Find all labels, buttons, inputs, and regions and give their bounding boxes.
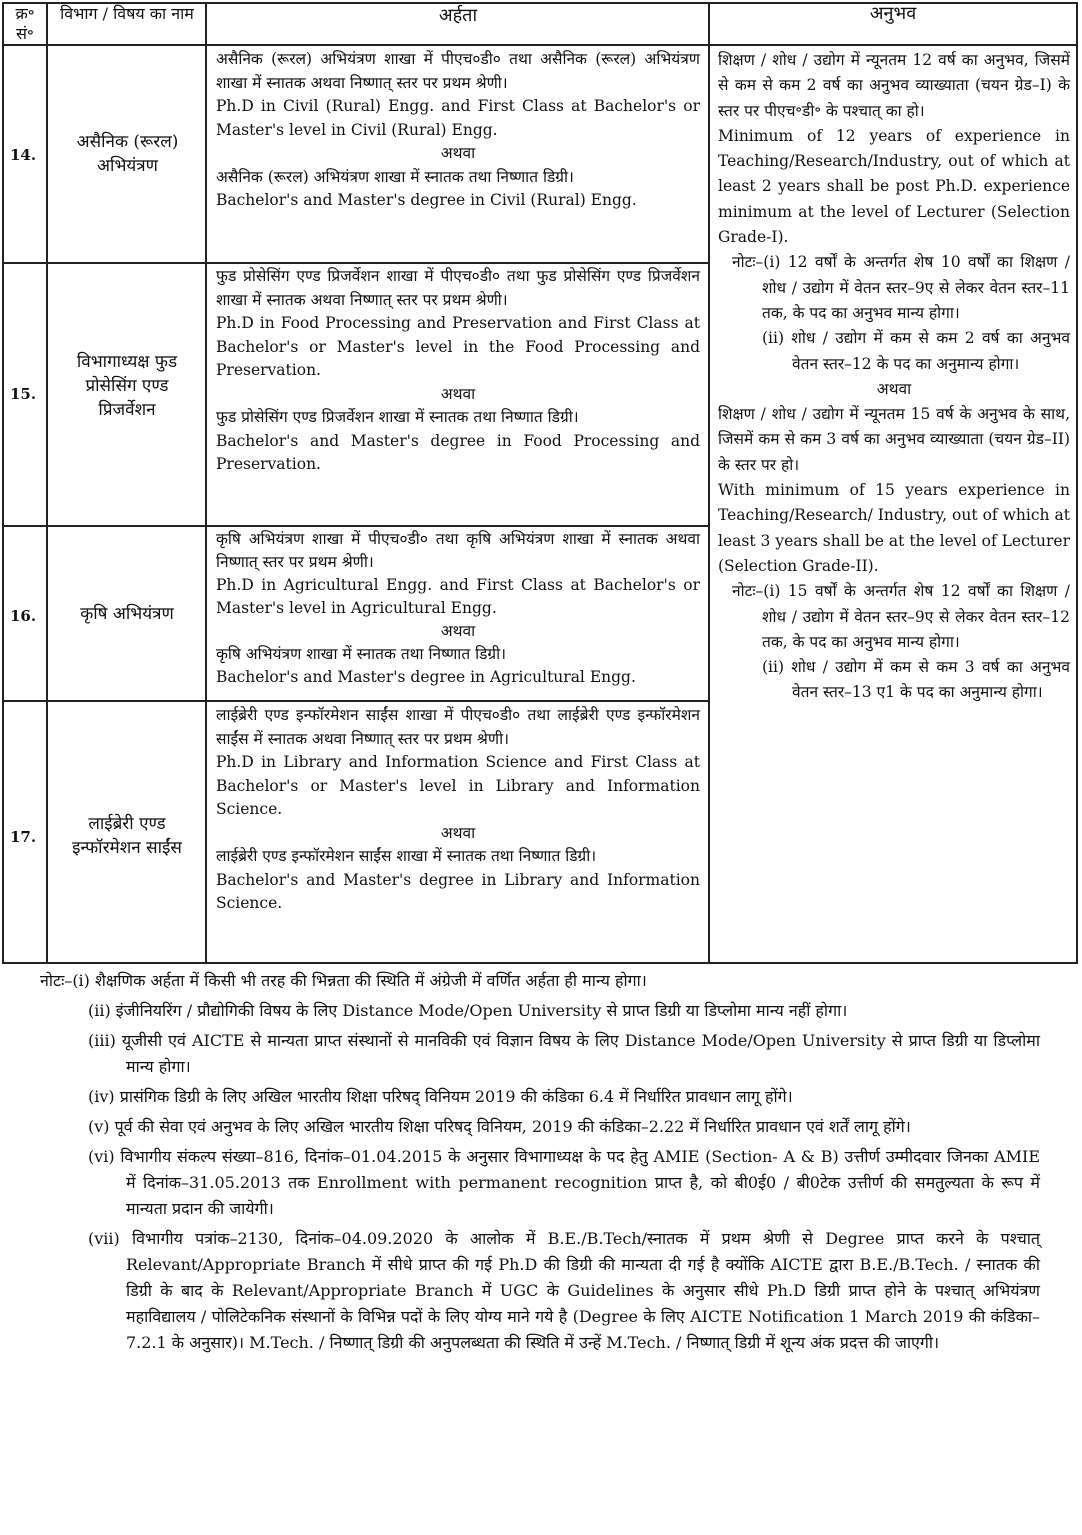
exp-note: नोटः–(i) 15 वर्षों के अन्तर्गत शेष 12 वर्षों का शिक्षण / शोध / उद्योग में वेतन स्तर–9ए से लेकर वेतन स्तर–12 तक, के पद का अनुभव मान्य होगा। (732, 582, 1070, 651)
table-border-left (2, 2, 4, 964)
experience-cell (718, 48, 1070, 706)
exp-hindi: शिक्षण / शोध / उद्योग में न्यूनतम 15 वर्ष के अनुभव के साथ, जिसमें कम से कम 3 वर्ष का अनुभव व्याख्याता (चयन ग्रेड–II) के स्तर पर हो। (718, 405, 1070, 474)
header-sno: क्र॰ सं॰ (15, 4, 35, 43)
qual-hindi: फुड प्रोसेसिंग एण्ड प्रिजर्वेशन शाखा में स्नातक तथा निष्णात डिग्री। (216, 408, 579, 426)
qual-hindi: कृषि अभियंत्रण शाखा में स्नातक तथा निष्णात डिग्री। (216, 645, 507, 663)
qualification-cell (216, 265, 700, 477)
row-number: 14. (10, 146, 37, 164)
col-divider (205, 2, 207, 964)
qualification-cell (216, 704, 700, 916)
row-divider (2, 525, 710, 527)
qual-english: Ph.D in Agricultural Engg. and First Class at Bachelor's or Master's level in Agricultural Engg. (216, 576, 700, 617)
note-item: नोटः–(i) शैक्षणिक अर्हता में किसी भी तरह की भिन्नता की स्थिति में अंग्रेजी में वर्णित अर्हता ही मान्य होगा। (40, 971, 647, 990)
row-divider (2, 700, 710, 702)
note-item: (iv) प्रासंगिक डिग्री के लिए अखिल भारतीय शिक्षा परिषद् विनियम 2019 की कंडिका 6.4 में निर्धारित प्रावधान लागू होंगे। (88, 1087, 793, 1106)
qual-english: Bachelor's and Master's degree in Agricultural Engg. (216, 668, 636, 686)
qual-english: Bachelor's and Master's degree in Library and Information Science. (216, 870, 700, 912)
dept-name: विभागाध्यक्ष फुड प्रोसेसिंग एण्ड प्रिजर्वेशन (76, 352, 178, 420)
exp-note: (ii) शोध / उद्योग में कम से कम 3 वर्ष का अनुभव वेतन स्तर–13 ए1 के पद का अनुमान्य होगा। (762, 658, 1070, 702)
exp-hindi: शिक्षण / शोध / उद्योग में न्यूनतम 12 वर्ष का अनुभव, जिसमें से कम से कम 2 वर्ष का अनुभव व्याख्याता (चयन ग्रेड–I) के स्तर पर पीएच॰डी॰ के पश्चात् का हो। (718, 51, 1070, 120)
or-label: अथवा (440, 622, 476, 640)
qual-english: Ph.D in Food Processing and Preservation and First Class at Bachelor's or Master's level in the Food Processing and Preservation. (216, 314, 700, 379)
note-item: (vii) विभागीय पत्रांक–2130, दिनांक–04.09.2020 के आलोक में B.E./B.Tech/स्नातक में प्रथम श्रेणी से Degree प्राप्त करने के पश्चात् Relevant/Appropriate Branch में सीधे प्राप्त की गई Ph.D की डिग्री की मान्यता दी गई है क्योंकि AICTE द्वारा B.E./B.Tech. / स्नातक की डिग्री के बाद के Relevant/Appropriate Branch में UGC के Guidelines के अनुसार सीधे Ph.D डिग्री प्राप्त होने के पश्चात् अभियंत्रण महाविद्यालय / पोलिटेकनिक संस्थानों के विभिन्न पदों के लिए योग्य माने गये है (Degree के लिए AICTE Notification 1 March 2019 की कंडिका–7.2.1 के अनुसार)। M.Tech. / निष्णात् डिग्री की अनुपलब्धता की स्थिति में उन्हें M.Tech. / निष्णात् डिग्री में शून्य अंक प्रदत्त की जाएगी। (88, 1229, 1040, 1352)
header-dept: विभाग / विषय का नाम (60, 4, 194, 23)
table-border-bottom (2, 962, 1078, 964)
or-label: अथवा (440, 384, 476, 403)
or-label: अथवा (440, 823, 476, 842)
qual-hindi: फुड प्रोसेसिंग एण्ड प्रिजर्वेशन शाखा में पीएच०डी० तथा फुड प्रोसेसिंग एण्ड प्रिजर्वेशन शाखा में स्नातक अथवा निष्णात् स्तर पर प्रथम श्रेणी। (216, 267, 700, 309)
or-label: अथवा (876, 379, 912, 398)
qualification-cell (216, 528, 700, 689)
table-border-right (1076, 2, 1078, 964)
note-item: (v) पूर्व की सेवा एवं अनुभव के लिए अखिल भारतीय शिक्षा परिषद् विनियम, 2019 की कंडिका–2.22 में निर्धारित प्रावधान एवं शर्तें लागू होंगे। (88, 1117, 911, 1136)
header-qual: अर्हता (438, 5, 478, 26)
dept-name: असैनिक (रूरल) अभियंत्रण (76, 132, 179, 176)
exp-note: (ii) शोध / उद्योग में कम से कम 2 वर्ष का अनुभव वेतन स्तर–12 के पद का अनुमान्य होगा। (762, 329, 1070, 373)
dept-name: लाईब्रेरी एण्ड इन्फॉरमेशन साईंस (72, 814, 182, 858)
qual-english: Ph.D in Civil (Rural) Engg. and First Class at Bachelor's or Master's level in Civil (Rural) Engg. (216, 97, 700, 139)
qual-hindi: लाईब्रेरी एण्ड इन्फॉरमेशन साईंस शाखा में स्नातक तथा निष्णात डिग्री। (216, 847, 597, 865)
row-divider (2, 262, 710, 264)
row-number: 17. (10, 828, 37, 846)
header-exp: अनुभव (869, 3, 917, 24)
qual-hindi: असैनिक (रूरल) अभियंत्रण शाखा में पीएच०डी० तथा असैनिक (रूरल) अभियंत्रण शाखा में स्नातक अथवा निष्णात् स्तर पर प्रथम श्रेणी। (216, 50, 700, 92)
col-divider (46, 2, 48, 964)
qual-english: Bachelor's and Master's degree in Food Processing and Preservation. (216, 431, 700, 473)
exp-english: Minimum of 12 years of experience in Teaching/Research/Industry, out of which at least 2 years shall be post Ph.D. experience minimum at the level of Lecturer (Selection Grade-I). (718, 126, 1070, 247)
qual-hindi: कृषि अभियंत्रण शाखा में पीएच०डी० तथा कृषि अभियंत्रण शाखा में स्नातक अथवा निष्णात् स्तर पर प्रथम श्रेणी। (216, 530, 700, 571)
table-header-divider (2, 44, 1078, 46)
row-number: 16. (10, 607, 37, 625)
qual-english: Bachelor's and Master's degree in Civil (Rural) Engg. (216, 191, 637, 209)
col-divider (708, 2, 710, 964)
notes-section (40, 968, 1040, 1360)
qualification-cell (216, 48, 700, 213)
note-item: (ii) इंजीनियरिंग / प्रौद्योगिकी विषय के लिए Distance Mode/Open University से प्राप्त डिग्री या डिप्लोमा मान्य नहीं होगा। (88, 1001, 848, 1020)
qual-english: Ph.D in Library and Information Science and First Class at Bachelor's or Master's level in Library and Information Science. (216, 753, 700, 818)
exp-note: नोटः–(i) 12 वर्षों के अन्तर्गत शेष 10 वर्षों का शिक्षण / शोध / उद्योग में वेतन स्तर–9ए से लेकर वेतन स्तर–11 तक, के पद का अनुभव मान्य होगा। (732, 253, 1070, 322)
qual-hindi: लाईब्रेरी एण्ड इन्फॉरमेशन साईंस शाखा में पीएच०डी० तथा लाईब्रेरी एण्ड इन्फॉरमेशन साईंस में स्नातक अथवा निष्णात् स्तर पर प्रथम श्रेणी। (216, 706, 700, 748)
note-item: (vi) विभागीय संकल्प संख्या–816, दिनांक–01.04.2015 के अनुसार विभागाध्यक्ष के पद हेतु AMIE (Section- A & B) उत्तीर्ण उम्मीदवार जिनका AMIE में दिनांक–31.05.2013 तक Enrollment with permanent recognition प्राप्त है, को बी0ई0 / बी0टेक उत्तीर्ण की समतुल्यता के रूप में मान्यता प्रदान की जायेगी। (88, 1147, 1040, 1218)
note-item: (iii) यूजीसी एवं AICTE से मान्यता प्राप्त संस्थानों से मानविकी एवं विज्ञान विषय के लिए Distance Mode/Open University से प्राप्त डिग्री या डिप्लोमा मान्य होगा। (88, 1031, 1040, 1076)
row-number: 15. (10, 385, 37, 403)
or-label: अथवा (440, 144, 476, 162)
exp-english: With minimum of 15 years experience in Teaching/Research/ Industry, out of which at least 3 years shall be at the level of Lecturer (Selection Grade-II). (718, 481, 1070, 575)
qual-hindi: असैनिक (रूरल) अभियंत्रण शाखा में स्नातक तथा निष्णात डिग्री। (216, 167, 574, 186)
dept-name: कृषि अभियंत्रण (80, 604, 174, 624)
